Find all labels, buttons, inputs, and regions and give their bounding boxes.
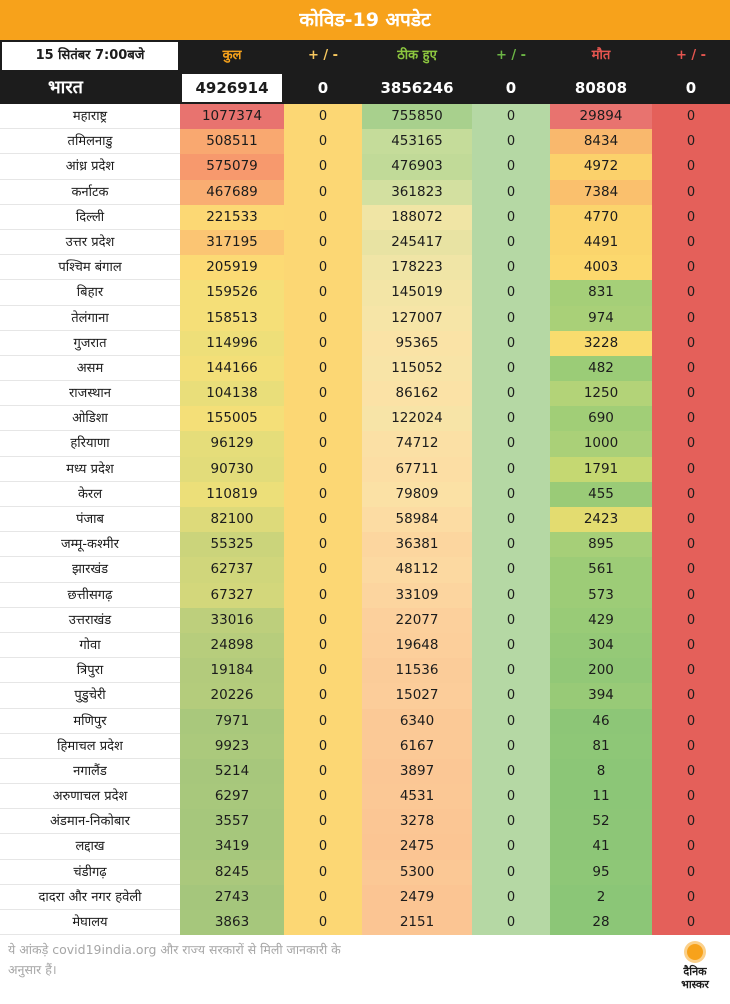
state-total: 62737 — [180, 557, 284, 582]
state-recovered: 453165 — [362, 129, 472, 154]
table-row — [0, 406, 730, 431]
table-row — [0, 759, 730, 784]
state-name: उत्तर प्रदेश — [0, 230, 180, 255]
state-total: 6297 — [180, 784, 284, 809]
state-deaths: 200 — [550, 658, 652, 683]
state-total: 221533 — [180, 205, 284, 230]
dainik-bhaskar-logo — [670, 944, 720, 1000]
state-total: 96129 — [180, 431, 284, 456]
state-recovered-delta: 0 — [472, 885, 550, 910]
table-row — [0, 608, 730, 633]
table-row — [0, 129, 730, 154]
state-name: पुडुचेरी — [0, 683, 180, 708]
state-total: 1077374 — [180, 104, 284, 129]
state-recovered: 5300 — [362, 860, 472, 885]
state-deaths: 895 — [550, 532, 652, 557]
state-total-delta: 0 — [284, 885, 362, 910]
table-row — [0, 834, 730, 859]
state-recovered: 11536 — [362, 658, 472, 683]
state-total-delta: 0 — [284, 860, 362, 885]
state-deaths: 304 — [550, 633, 652, 658]
state-recovered: 36381 — [362, 532, 472, 557]
state-deaths: 690 — [550, 406, 652, 431]
state-deaths-delta: 0 — [652, 230, 730, 255]
table-row — [0, 154, 730, 179]
table-row — [0, 709, 730, 734]
state-deaths: 81 — [550, 734, 652, 759]
state-total-delta: 0 — [284, 583, 362, 608]
state-deaths: 28 — [550, 910, 652, 935]
state-total-delta: 0 — [284, 658, 362, 683]
state-deaths: 429 — [550, 608, 652, 633]
state-total: 5214 — [180, 759, 284, 784]
state-recovered: 15027 — [362, 683, 472, 708]
state-name: ओडिशा — [0, 406, 180, 431]
state-total-delta: 0 — [284, 280, 362, 305]
state-total-delta: 0 — [284, 809, 362, 834]
state-total-delta: 0 — [284, 683, 362, 708]
footer — [0, 936, 730, 1004]
table-row — [0, 885, 730, 910]
state-total-delta: 0 — [284, 306, 362, 331]
india-total-row — [0, 72, 730, 104]
state-deaths: 2 — [550, 885, 652, 910]
state-deaths: 52 — [550, 809, 652, 834]
state-deaths: 8434 — [550, 129, 652, 154]
state-deaths-delta: 0 — [652, 306, 730, 331]
state-deaths-delta: 0 — [652, 532, 730, 557]
state-name: मणिपुर — [0, 709, 180, 734]
state-total-delta: 0 — [284, 557, 362, 582]
state-total: 24898 — [180, 633, 284, 658]
table-row — [0, 683, 730, 708]
state-name: हिमाचल प्रदेश — [0, 734, 180, 759]
state-deaths: 95 — [550, 860, 652, 885]
header-recovered-delta: + / - — [495, 48, 527, 63]
state-total-delta: 0 — [284, 431, 362, 456]
state-deaths: 394 — [550, 683, 652, 708]
source-note: ये आंकड़े covid19india.org और राज्य सरकारों से मिली जानकारी के अनुसार हैं। — [8, 942, 341, 977]
table-row — [0, 633, 730, 658]
state-deaths-delta: 0 — [652, 583, 730, 608]
state-name: मेघालय — [0, 910, 180, 935]
state-recovered-delta: 0 — [472, 457, 550, 482]
header-recovered: ठीक हुए — [397, 48, 437, 63]
state-recovered: 33109 — [362, 583, 472, 608]
state-total-delta: 0 — [284, 230, 362, 255]
state-total-delta: 0 — [284, 104, 362, 129]
table-row — [0, 205, 730, 230]
state-total: 67327 — [180, 583, 284, 608]
state-recovered-delta: 0 — [472, 658, 550, 683]
state-deaths-delta: 0 — [652, 910, 730, 935]
state-name: चंडीगढ़ — [0, 860, 180, 885]
state-name: महाराष्ट्र — [0, 104, 180, 129]
state-total-delta: 0 — [284, 356, 362, 381]
state-deaths-delta: 0 — [652, 809, 730, 834]
state-total-delta: 0 — [284, 709, 362, 734]
state-total: 82100 — [180, 507, 284, 532]
state-deaths-delta: 0 — [652, 860, 730, 885]
state-recovered-delta: 0 — [472, 834, 550, 859]
state-name: मध्य प्रदेश — [0, 457, 180, 482]
state-total: 3419 — [180, 834, 284, 859]
state-deaths-delta: 0 — [652, 280, 730, 305]
table-row — [0, 356, 730, 381]
state-recovered-delta: 0 — [472, 507, 550, 532]
india-recovered-delta: 0 — [505, 79, 517, 97]
state-recovered: 6340 — [362, 709, 472, 734]
state-recovered: 2151 — [362, 910, 472, 935]
state-recovered-delta: 0 — [472, 482, 550, 507]
state-deaths-delta: 0 — [652, 331, 730, 356]
state-deaths-delta: 0 — [652, 633, 730, 658]
state-recovered-delta: 0 — [472, 331, 550, 356]
state-recovered: 3897 — [362, 759, 472, 784]
state-recovered: 79809 — [362, 482, 472, 507]
state-deaths: 7384 — [550, 180, 652, 205]
state-name: त्रिपुरा — [0, 658, 180, 683]
state-total: 2743 — [180, 885, 284, 910]
table-row — [0, 180, 730, 205]
state-deaths: 41 — [550, 834, 652, 859]
state-total-delta: 0 — [284, 205, 362, 230]
state-total: 3863 — [180, 910, 284, 935]
state-total-delta: 0 — [284, 633, 362, 658]
state-name: हरियाणा — [0, 431, 180, 456]
state-total-delta: 0 — [284, 784, 362, 809]
state-total-delta: 0 — [284, 910, 362, 935]
state-name: पश्चिम बंगाल — [0, 255, 180, 280]
table-row — [0, 280, 730, 305]
state-name: अरुणाचल प्रदेश — [0, 784, 180, 809]
state-name: झारखंड — [0, 557, 180, 582]
state-recovered: 22077 — [362, 608, 472, 633]
state-total-delta: 0 — [284, 734, 362, 759]
state-recovered-delta: 0 — [472, 709, 550, 734]
india-total-delta: 0 — [317, 79, 329, 97]
state-deaths-delta: 0 — [652, 834, 730, 859]
state-total: 33016 — [180, 608, 284, 633]
table-row — [0, 507, 730, 532]
state-recovered: 74712 — [362, 431, 472, 456]
state-recovered: 145019 — [362, 280, 472, 305]
state-total-delta: 0 — [284, 406, 362, 431]
table-row — [0, 457, 730, 482]
state-deaths: 573 — [550, 583, 652, 608]
state-deaths-delta: 0 — [652, 658, 730, 683]
state-deaths: 4972 — [550, 154, 652, 179]
state-name: तमिलनाडु — [0, 129, 180, 154]
state-total-delta: 0 — [284, 608, 362, 633]
table-row — [0, 482, 730, 507]
table-row — [0, 583, 730, 608]
state-recovered-delta: 0 — [472, 910, 550, 935]
state-total-delta: 0 — [284, 507, 362, 532]
state-name: छत्तीसगढ़ — [0, 583, 180, 608]
state-deaths-delta: 0 — [652, 104, 730, 129]
state-name: बिहार — [0, 280, 180, 305]
state-recovered-delta: 0 — [472, 683, 550, 708]
table-row — [0, 331, 730, 356]
state-name: गुजरात — [0, 331, 180, 356]
table-row — [0, 431, 730, 456]
state-recovered: 178223 — [362, 255, 472, 280]
header-total-delta: + / - — [307, 48, 339, 63]
state-deaths: 974 — [550, 306, 652, 331]
state-deaths: 46 — [550, 709, 652, 734]
state-total: 317195 — [180, 230, 284, 255]
state-name: दिल्ली — [0, 205, 180, 230]
state-deaths-delta: 0 — [652, 154, 730, 179]
state-deaths-delta: 0 — [652, 255, 730, 280]
state-total: 114996 — [180, 331, 284, 356]
state-recovered: 3278 — [362, 809, 472, 834]
state-total: 104138 — [180, 381, 284, 406]
state-recovered-delta: 0 — [472, 255, 550, 280]
state-recovered-delta: 0 — [472, 431, 550, 456]
state-recovered: 127007 — [362, 306, 472, 331]
state-recovered: 245417 — [362, 230, 472, 255]
state-recovered: 755850 — [362, 104, 472, 129]
state-deaths: 561 — [550, 557, 652, 582]
state-recovered-delta: 0 — [472, 230, 550, 255]
state-recovered: 2479 — [362, 885, 472, 910]
state-name: लद्दाख — [0, 834, 180, 859]
state-total-delta: 0 — [284, 381, 362, 406]
state-deaths-delta: 0 — [652, 709, 730, 734]
table-row — [0, 255, 730, 280]
state-total: 467689 — [180, 180, 284, 205]
table-row — [0, 809, 730, 834]
state-deaths: 3228 — [550, 331, 652, 356]
state-recovered: 58984 — [362, 507, 472, 532]
state-recovered: 115052 — [362, 356, 472, 381]
sun-icon — [687, 944, 703, 960]
state-deaths: 1250 — [550, 381, 652, 406]
state-name: नगालैंड — [0, 759, 180, 784]
state-total: 3557 — [180, 809, 284, 834]
table-row — [0, 910, 730, 935]
state-recovered: 2475 — [362, 834, 472, 859]
state-recovered: 86162 — [362, 381, 472, 406]
table-row — [0, 230, 730, 255]
state-deaths-delta: 0 — [652, 557, 730, 582]
logo-text-line2: भास्कर — [681, 978, 709, 991]
state-recovered-delta: 0 — [472, 381, 550, 406]
india-recovered: 3856246 — [380, 79, 454, 97]
state-deaths-delta: 0 — [652, 406, 730, 431]
state-deaths: 2423 — [550, 507, 652, 532]
state-recovered-delta: 0 — [472, 784, 550, 809]
state-deaths-delta: 0 — [652, 205, 730, 230]
state-deaths-delta: 0 — [652, 431, 730, 456]
table-row — [0, 557, 730, 582]
state-deaths: 1000 — [550, 431, 652, 456]
state-recovered-delta: 0 — [472, 406, 550, 431]
state-total-delta: 0 — [284, 331, 362, 356]
state-recovered: 361823 — [362, 180, 472, 205]
table-row — [0, 784, 730, 809]
table-row — [0, 381, 730, 406]
state-total-delta: 0 — [284, 255, 362, 280]
state-recovered-delta: 0 — [472, 633, 550, 658]
state-recovered-delta: 0 — [472, 734, 550, 759]
india-deaths: 80808 — [574, 79, 628, 97]
state-recovered-delta: 0 — [472, 557, 550, 582]
table-row — [0, 532, 730, 557]
state-name: गोवा — [0, 633, 180, 658]
state-recovered-delta: 0 — [472, 356, 550, 381]
state-recovered-delta: 0 — [472, 583, 550, 608]
state-name: असम — [0, 356, 180, 381]
state-recovered-delta: 0 — [472, 306, 550, 331]
table-header — [0, 40, 730, 72]
state-deaths-delta: 0 — [652, 734, 730, 759]
header-total: कुल — [222, 48, 242, 63]
state-total-delta: 0 — [284, 834, 362, 859]
state-total: 90730 — [180, 457, 284, 482]
state-total: 20226 — [180, 683, 284, 708]
header-deaths-delta: + / - — [675, 48, 707, 63]
state-deaths: 4491 — [550, 230, 652, 255]
page-title: कोविड-19 अपडेट — [0, 0, 730, 40]
state-recovered-delta: 0 — [472, 809, 550, 834]
state-deaths-delta: 0 — [652, 683, 730, 708]
state-name: आंध्र प्रदेश — [0, 154, 180, 179]
header-deaths: मौत — [591, 48, 611, 63]
india-total: 4926914 — [182, 74, 282, 102]
state-total-delta: 0 — [284, 532, 362, 557]
state-deaths: 4003 — [550, 255, 652, 280]
state-recovered-delta: 0 — [472, 532, 550, 557]
state-deaths-delta: 0 — [652, 784, 730, 809]
state-name: केरल — [0, 482, 180, 507]
india-label: भारत — [48, 77, 83, 98]
state-name: अंडमान-निकोबार — [0, 809, 180, 834]
state-total: 19184 — [180, 658, 284, 683]
table-row — [0, 734, 730, 759]
state-name: पंजाब — [0, 507, 180, 532]
state-deaths: 4770 — [550, 205, 652, 230]
state-total: 7971 — [180, 709, 284, 734]
state-recovered: 67711 — [362, 457, 472, 482]
state-deaths-delta: 0 — [652, 129, 730, 154]
state-deaths: 8 — [550, 759, 652, 784]
state-recovered: 476903 — [362, 154, 472, 179]
state-name: कर्नाटक — [0, 180, 180, 205]
state-total: 144166 — [180, 356, 284, 381]
table-row — [0, 658, 730, 683]
state-deaths: 1791 — [550, 457, 652, 482]
logo-text-line1: दैनिक — [683, 965, 707, 978]
table-row — [0, 306, 730, 331]
state-recovered-delta: 0 — [472, 104, 550, 129]
state-deaths-delta: 0 — [652, 381, 730, 406]
india-deaths-delta: 0 — [685, 79, 697, 97]
state-deaths-delta: 0 — [652, 356, 730, 381]
table-row — [0, 104, 730, 129]
state-recovered: 188072 — [362, 205, 472, 230]
state-recovered-delta: 0 — [472, 154, 550, 179]
state-total: 508511 — [180, 129, 284, 154]
state-recovered-delta: 0 — [472, 759, 550, 784]
state-recovered-delta: 0 — [472, 608, 550, 633]
state-total: 55325 — [180, 532, 284, 557]
state-name: तेलंगाना — [0, 306, 180, 331]
state-recovered-delta: 0 — [472, 180, 550, 205]
state-recovered: 19648 — [362, 633, 472, 658]
state-table — [0, 104, 730, 935]
state-deaths-delta: 0 — [652, 507, 730, 532]
state-recovered-delta: 0 — [472, 205, 550, 230]
state-total-delta: 0 — [284, 154, 362, 179]
state-deaths: 455 — [550, 482, 652, 507]
state-deaths: 831 — [550, 280, 652, 305]
state-recovered: 122024 — [362, 406, 472, 431]
state-total-delta: 0 — [284, 129, 362, 154]
state-recovered: 48112 — [362, 557, 472, 582]
state-deaths-delta: 0 — [652, 457, 730, 482]
state-total-delta: 0 — [284, 759, 362, 784]
state-total: 159526 — [180, 280, 284, 305]
state-total: 205919 — [180, 255, 284, 280]
state-name: जम्मू-कश्मीर — [0, 532, 180, 557]
state-total: 155005 — [180, 406, 284, 431]
state-recovered: 95365 — [362, 331, 472, 356]
state-total: 110819 — [180, 482, 284, 507]
state-total: 9923 — [180, 734, 284, 759]
date-label: 15 सितंबर 7:00बजे — [2, 42, 178, 70]
state-deaths-delta: 0 — [652, 482, 730, 507]
state-deaths: 482 — [550, 356, 652, 381]
state-recovered-delta: 0 — [472, 129, 550, 154]
table-row — [0, 860, 730, 885]
state-deaths-delta: 0 — [652, 608, 730, 633]
state-total-delta: 0 — [284, 457, 362, 482]
state-deaths: 11 — [550, 784, 652, 809]
state-total-delta: 0 — [284, 482, 362, 507]
state-recovered-delta: 0 — [472, 860, 550, 885]
state-total: 8245 — [180, 860, 284, 885]
state-recovered: 4531 — [362, 784, 472, 809]
state-total: 575079 — [180, 154, 284, 179]
state-name: उत्तराखंड — [0, 608, 180, 633]
state-deaths-delta: 0 — [652, 759, 730, 784]
state-deaths-delta: 0 — [652, 180, 730, 205]
state-deaths-delta: 0 — [652, 885, 730, 910]
state-name: दादरा और नगर हवेली — [0, 885, 180, 910]
state-deaths: 29894 — [550, 104, 652, 129]
state-recovered: 6167 — [362, 734, 472, 759]
state-total-delta: 0 — [284, 180, 362, 205]
state-total: 158513 — [180, 306, 284, 331]
state-name: राजस्थान — [0, 381, 180, 406]
state-recovered-delta: 0 — [472, 280, 550, 305]
